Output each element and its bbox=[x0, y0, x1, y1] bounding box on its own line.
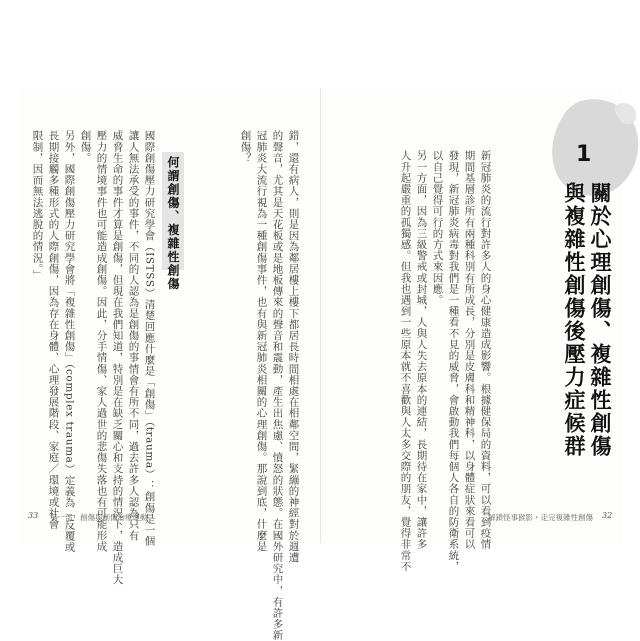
left-page-line-8: 壓力的情境事件也可能造成創傷。因此，分手情傷、家人過世的悲傷失落也有可能形成 bbox=[95, 130, 108, 552]
right-page-line-4: 以自己覺得可行的方式來因應。 bbox=[431, 150, 444, 306]
left-page-line-4: 創傷？ bbox=[239, 130, 252, 164]
left-page-line-10: 另外，國際創傷壓力研究學會將「複雜性創傷」（complex trauma）定義為「反覆或 bbox=[63, 130, 76, 553]
right-page-number: 32 bbox=[602, 511, 613, 520]
section-heading: 何謂創傷、複雜性創傷 bbox=[166, 156, 180, 291]
right-page-line-1: 新冠肺炎的流行對許多人的身心健康造成影響。根據健保局的資料，可以看到疫情 bbox=[479, 150, 492, 550]
right-page-line-3: 發現，新冠肺炎病毒對我們是一種看不見的威脅，會啟動我們每個人各自的防衛系統， bbox=[447, 150, 460, 572]
left-page-line-5: 國際創傷壓力研究學會（ISTSS）清楚回應什麼是「創傷」（trauma）：創傷是一個 bbox=[143, 130, 156, 547]
left-page-footer: 第一部 創傷與創傷治療運動 bbox=[50, 513, 148, 522]
book-gutter bbox=[320, 88, 321, 543]
chapter-number: 1 bbox=[576, 142, 592, 167]
left-page-line-2: 的聲音，尤其是天花板或是地板傳來的聲音和震動，產生出焦慮、憤怒的狀態。在國外研究中，有許多新 bbox=[271, 130, 284, 641]
left-page-number: 33 bbox=[28, 511, 39, 520]
right-page-line-5: 另一方面，因為三級警戒或封城，人與人失去原本的連結，長期待在家中，讓許多 bbox=[415, 150, 428, 550]
right-page-line-2: 期間基層診所有兩種科別有所成長，分別是皮膚科和精神科，以身體症狀來看可以 bbox=[463, 150, 476, 550]
right-page-footer: 解鎖怪事猴影・走完複雜性創傷 bbox=[488, 513, 593, 522]
left-page-line-9: 創傷。 bbox=[79, 130, 92, 164]
left-page-line-3: 冠肺炎大流行視為一種創傷事件，也有與新冠肺炎相關的心理創傷。那說到底，什麼是 bbox=[255, 130, 268, 552]
left-page-line-1: 錯，還有病人，則是因為鄰居樓上樓下都居長時間相處在相鄰空間，緊繃的神經對於週遭 bbox=[287, 130, 300, 563]
left-page-line-7: 威脅生命的事件才算是創傷，但現在我們知道，特別是在缺乏關心和支持的情況下，造成巨大 bbox=[111, 130, 124, 586]
chapter-title-line-2: 與複雜性創傷後壓力症候群 bbox=[562, 182, 586, 458]
left-page-line-12: 限制，因而無法逃脫的情況。」 bbox=[31, 130, 44, 281]
left-page-line-11: 長期接觸多種形式的人際創傷，因為存在身體、心理發展階段、家庭／環境或社會 bbox=[47, 130, 60, 530]
chapter-title-line-1: 關於心理創傷、複雜性創傷 bbox=[588, 182, 612, 458]
right-page-line-6: 人升起嚴重的孤獨感。但我也遇到一些原本就不喜歡與人太多交際的朋友，覺得非常不 bbox=[399, 150, 412, 572]
left-page-line-6: 讓人無法承受的事件，不同的人認為是創傷的事情會有所不同，過去許多人認為只有 bbox=[127, 130, 140, 541]
